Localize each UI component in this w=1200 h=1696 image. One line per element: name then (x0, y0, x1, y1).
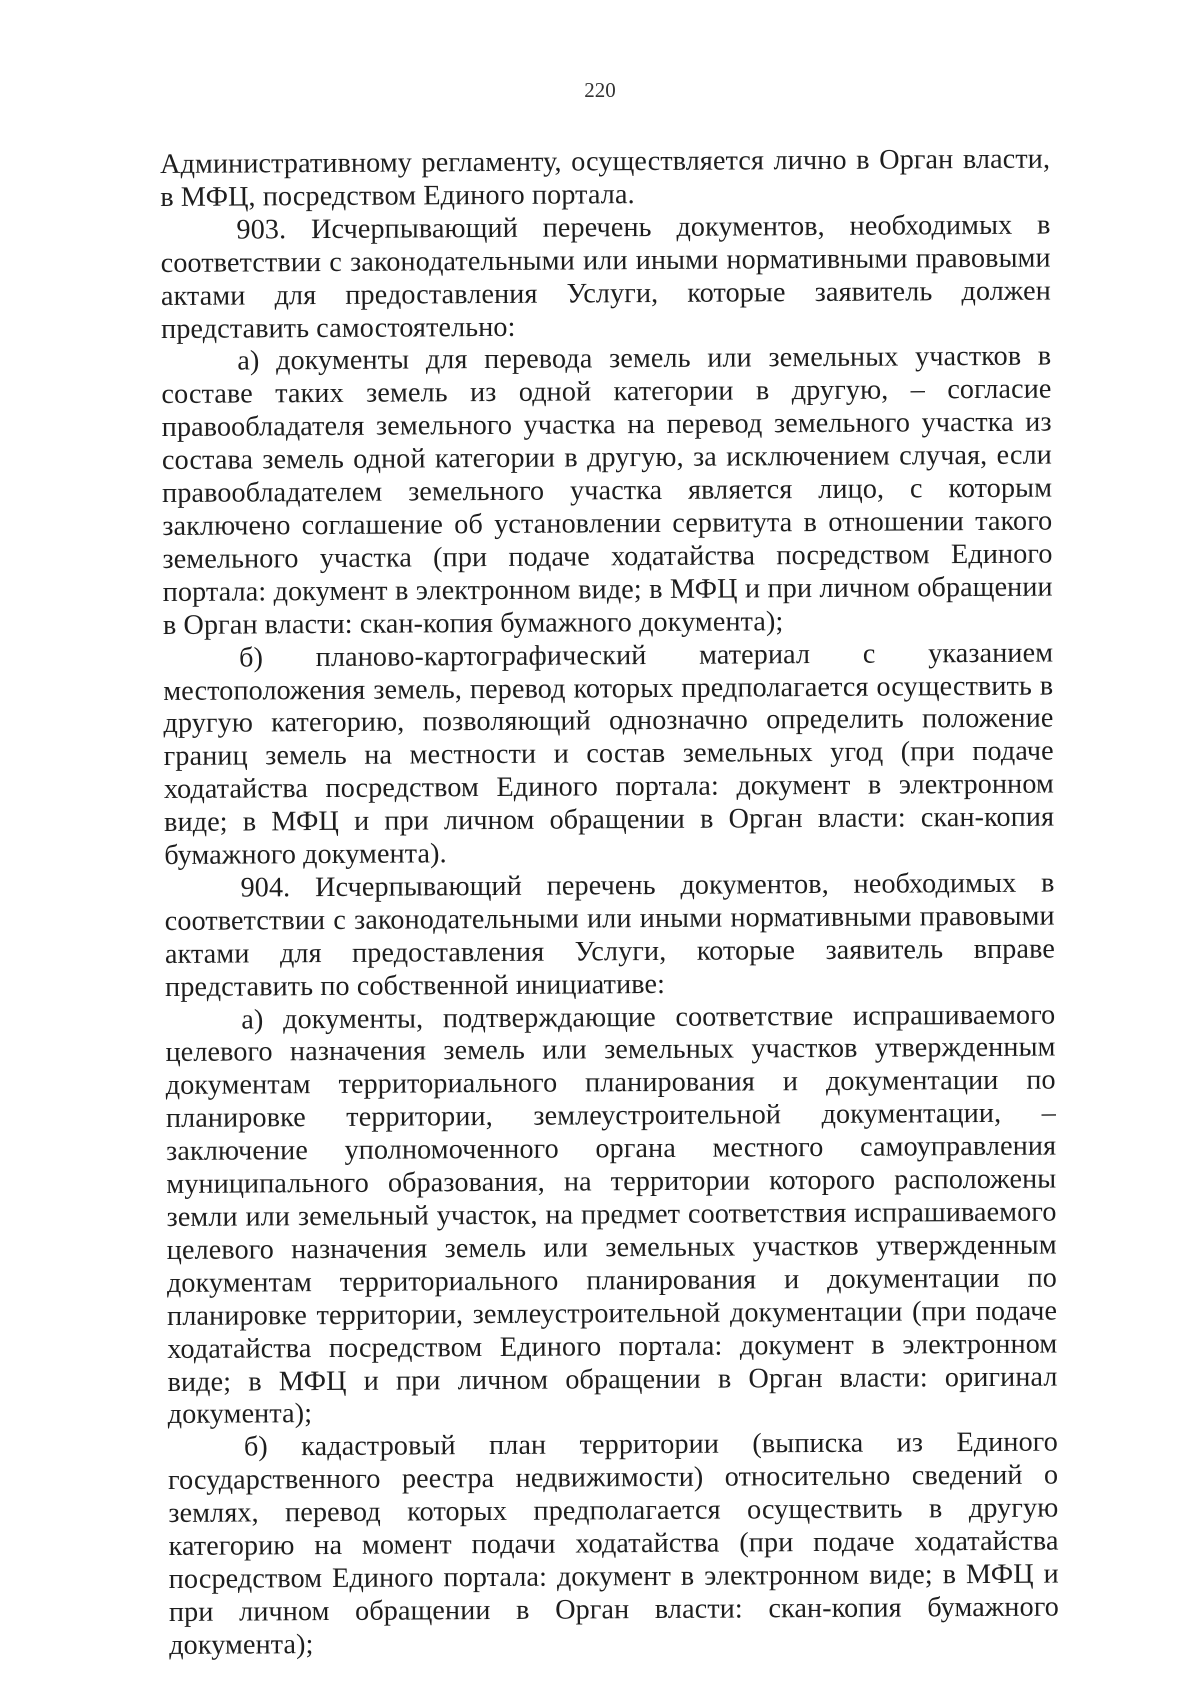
paragraph-item-903: 903. Исчерпывающий перечень документов, необходимых в соответствии с законодательными или иными нормативными правовыми актами для предоставления Услуги, которые заявитель должен представить самостоятельно: (160, 209, 1051, 345)
paragraph-item-904-a: а) документы, подтверждающие соответствие испрашиваемого целевого назначения земель или земельных участков утвержденным документам территориального планирования и документации по планировке территории, землеустроительной документации, – заключение уполномоченного органа местного самоуправления муниципального образования, на территории которого расположены земли или земельный участок, на предмет соответствия испрашиваемого целевого назначения земель или земельных участков утвержденным документам территориального планирования и документации по планировке территории, землеустроительной документации (при подаче ходатайства посредством Единого портала: документ в электронном виде; в МФЦ и при личном обращении в Орган власти: оригинал документа); (165, 999, 1058, 1431)
paragraph-item-903-b: б) планово-картографический материал с указанием местоположения земель, перевод которых предполагается осуществить в другую категорию, позволяющий однозначно определить положение границ земель на местности и состав земельных угод (при подаче ходатайства посредством Единого портала: документ в электронном виде; в МФЦ и при личном обращении в Орган власти: скан-копия бумажного документа). (163, 637, 1055, 872)
paragraph-item-904-b: б) кадастровый план территории (выписка из Единого государственного реестра недвижимости) относительно сведений о землях, перевод которых предполагается осуществить в другую категорию на момент подачи ходатайства (при подаче ходатайства посредством Единого портала: документ в электронном виде; в МФЦ и при личном обращении в Орган власти: скан-копия бумажного документа); (168, 1426, 1060, 1661)
paragraph-continuation: Административному регламенту, осуществляется лично в Орган власти, в МФЦ, посредством Единого портала. (160, 143, 1051, 213)
document-body (160, 144, 1059, 1663)
paragraph-item-904: 904. Исчерпывающий перечень документов, необходимых в соответствии с законодательными или иными нормативными правовыми актами для предоставления Услуги, которые заявитель вправе представить по собственной инициативе: (164, 867, 1055, 1003)
paragraph-item-903-a: а) документы для перевода земель или земельных участков в составе таких земель из одной категории в другую, – согласие правообладателя земельного участка на перевод земельного участка из состава земель одной категории в другую, за исключением случая, если правообладателем земельного участка является лицо, с которым заключено соглашение об установлении сервитута в отношении такого земельного участка (при подаче ходатайства посредством Единого портала: документ в электронном виде; в МФЦ и при личном обращении в Орган власти: скан-копия бумажного документа); (161, 340, 1053, 641)
page-number: 220 (584, 78, 616, 102)
